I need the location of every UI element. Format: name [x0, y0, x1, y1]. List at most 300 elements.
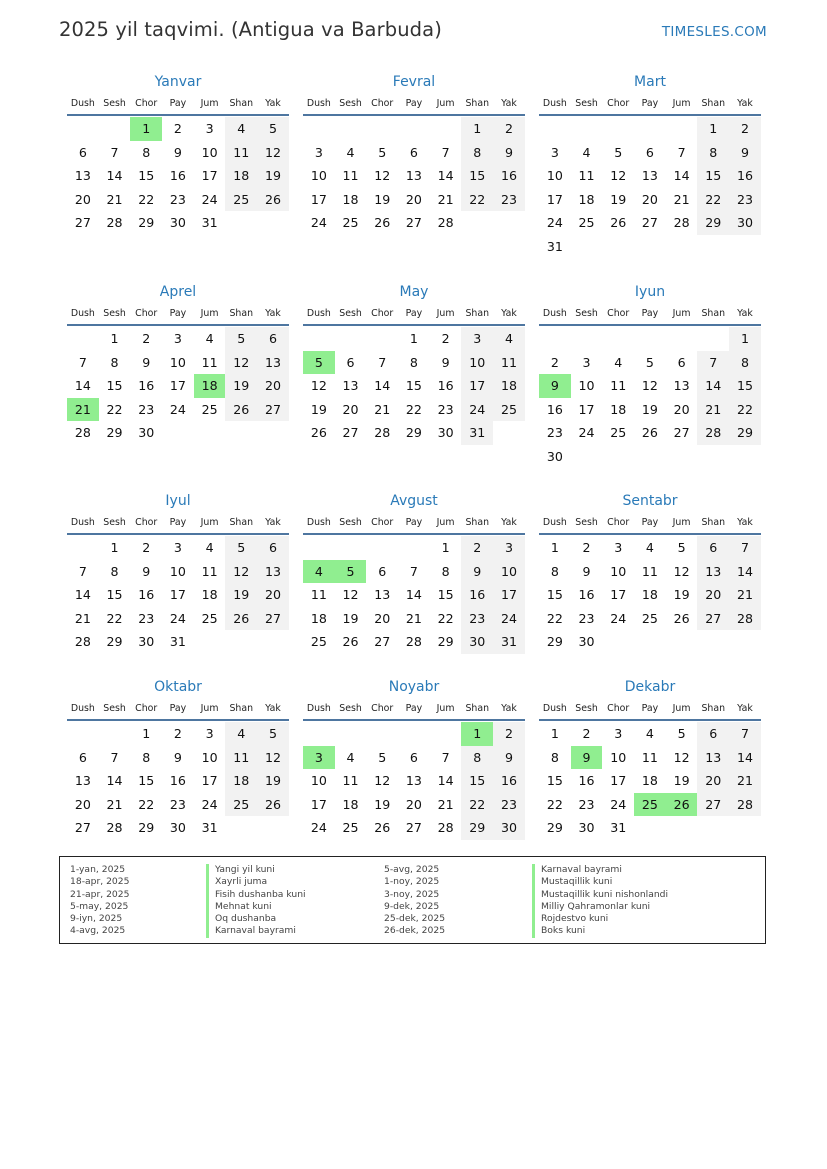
day-cell: 27: [342, 425, 359, 441]
week-row: [303, 769, 525, 793]
weekday-label: Jum: [672, 703, 691, 714]
legend-holiday-name: Boks kuni: [532, 925, 668, 937]
empty-day: [571, 445, 603, 469]
month-yanvar: [67, 73, 289, 235]
weekday-label: Shan: [701, 517, 726, 528]
weekday-label: Sesh: [103, 308, 126, 319]
day-cell: 8: [110, 563, 119, 579]
holiday-day: 4: [303, 560, 335, 584]
day-cell: 17: [610, 587, 627, 603]
legend-date: 21-apr, 2025: [70, 888, 130, 900]
empty-day: [666, 117, 698, 141]
empty-day: [303, 722, 335, 746]
day-cell: 19: [374, 796, 391, 812]
weekday-label: Jum: [672, 308, 691, 319]
day-cell: 16: [169, 168, 186, 184]
day-cell: 9: [173, 144, 182, 160]
day-cell: 10: [461, 351, 493, 375]
legend-holiday-name: Mustaqillik kuni nishonlandi: [532, 889, 668, 901]
day-cell: 12: [673, 749, 690, 765]
day-cell: 20: [641, 191, 658, 207]
day-cell: 12: [374, 773, 391, 789]
day-cell: 26: [257, 188, 289, 212]
header-divider: [67, 533, 289, 535]
day-cell: 23: [493, 793, 525, 817]
day-cell: 10: [310, 773, 327, 789]
day-cell: 3: [614, 726, 623, 741]
day-cell: 16: [138, 587, 155, 603]
empty-day: [571, 235, 603, 259]
day-cell: 7: [110, 144, 119, 160]
week-row: [67, 630, 289, 654]
weekday-label: Pay: [641, 517, 659, 528]
day-cell: 6: [257, 536, 289, 560]
legend-holiday-name: Mehnat kuni: [206, 901, 306, 913]
month-name: Iyul: [165, 493, 191, 509]
month-name: Noyabr: [388, 679, 440, 695]
day-cell: 17: [610, 773, 627, 789]
day-cell: 18: [610, 401, 627, 417]
week-row: [67, 351, 289, 375]
week-row: [67, 793, 289, 817]
day-cell: 30: [461, 630, 493, 654]
week-row: [539, 793, 761, 817]
day-cell: 16: [169, 773, 186, 789]
day-cell: 1: [441, 540, 450, 555]
day-cell: 14: [374, 378, 391, 394]
day-cell: 23: [493, 188, 525, 212]
day-cell: 18: [641, 773, 658, 789]
week-row: [539, 117, 761, 141]
day-cell: 11: [310, 587, 327, 603]
legend-date: 5-may, 2025: [70, 900, 129, 912]
weekday-label: Jum: [436, 308, 455, 319]
day-cell: 26: [257, 793, 289, 817]
day-cell: 28: [106, 215, 123, 231]
month-name: Oktabr: [154, 679, 202, 695]
day-cell: 27: [697, 793, 729, 817]
day-cell: 19: [610, 191, 627, 207]
week-row: [303, 141, 525, 165]
day-cell: 25: [225, 793, 257, 817]
day-cell: 19: [225, 374, 257, 398]
empty-day: [303, 327, 335, 351]
day-cell: 29: [138, 820, 155, 836]
legend-date: 5-avg, 2025: [384, 864, 440, 875]
weekday-header: [67, 96, 289, 111]
week-row: [303, 630, 525, 654]
holiday-day: 3: [303, 746, 335, 770]
day-cell: 20: [74, 796, 91, 812]
day-cell: 5: [677, 726, 686, 741]
day-cell: 7: [78, 354, 87, 370]
day-cell: 26: [342, 634, 359, 650]
month-avgust: [303, 492, 525, 654]
day-cell: 20: [673, 401, 690, 417]
weekday-label: Dush: [70, 517, 95, 528]
day-cell: 30: [493, 816, 525, 840]
week-row: [539, 235, 761, 259]
header-divider: [539, 114, 761, 116]
day-cell: 30: [578, 634, 595, 650]
day-cell: 5: [378, 749, 387, 765]
day-cell: 20: [697, 583, 729, 607]
day-cell: 22: [461, 793, 493, 817]
day-cell: 10: [493, 560, 525, 584]
legend-holiday-name: Milliy Qahramonlar kuni: [532, 901, 668, 913]
weekday-header: [539, 701, 761, 716]
day-cell: 14: [673, 168, 690, 184]
day-cell: 22: [138, 191, 155, 207]
day-cell: 4: [346, 749, 355, 765]
day-cell: 15: [437, 587, 454, 603]
day-cell: 7: [441, 749, 450, 765]
day-cell: 26: [610, 215, 627, 231]
weekday-label: Chor: [135, 308, 158, 319]
day-cell: 14: [106, 168, 123, 184]
weekday-label: Jum: [200, 517, 219, 528]
legend-holiday-name: Karnaval bayrami: [206, 925, 306, 937]
day-cell: 28: [74, 634, 91, 650]
day-cell: 18: [225, 164, 257, 188]
day-cell: 11: [610, 378, 627, 394]
week-row: [303, 722, 525, 746]
day-cell: 1: [550, 726, 559, 741]
day-cell: 21: [106, 191, 123, 207]
day-cell: 21: [405, 610, 422, 626]
weekday-label: Sesh: [339, 308, 362, 319]
day-cell: 31: [461, 421, 493, 445]
month-name: Avgust: [390, 493, 438, 509]
week-row: [539, 421, 761, 445]
weekday-label: Dush: [542, 517, 567, 528]
holiday-legend: [59, 856, 766, 944]
day-cell: 14: [729, 746, 761, 770]
empty-day: [225, 421, 257, 445]
day-cell: 10: [546, 168, 563, 184]
weekday-label: Dush: [70, 308, 95, 319]
day-cell: 8: [441, 563, 450, 579]
day-cell: 24: [201, 191, 218, 207]
month-iyul: [67, 492, 289, 654]
month-oktabr: [67, 678, 289, 840]
week-row: [539, 398, 761, 422]
day-cell: 19: [225, 583, 257, 607]
legend-holiday-name: Fisih dushanba kuni: [206, 889, 306, 901]
weekday-label: Sesh: [339, 703, 362, 714]
day-cell: 1: [142, 726, 151, 741]
day-cell: 16: [729, 164, 761, 188]
weekday-label: Pay: [169, 703, 187, 714]
day-cell: 15: [461, 769, 493, 793]
empty-day: [67, 722, 99, 746]
holiday-day: 5: [303, 351, 335, 375]
week-row: [303, 117, 525, 141]
empty-day: [162, 421, 194, 445]
day-cell: 24: [578, 425, 595, 441]
day-cell: 18: [493, 374, 525, 398]
empty-day: [602, 445, 634, 469]
week-row: [67, 769, 289, 793]
day-cell: 9: [493, 141, 525, 165]
weekday-header: [539, 96, 761, 111]
weekday-label: Shan: [229, 98, 254, 109]
day-cell: 21: [697, 398, 729, 422]
day-cell: 8: [697, 141, 729, 165]
day-cell: 26: [374, 820, 391, 836]
month-name: Iyun: [634, 284, 666, 300]
day-cell: 10: [169, 354, 186, 370]
day-cell: 6: [378, 563, 387, 579]
weekday-label: Shan: [465, 308, 490, 319]
day-cell: 14: [405, 587, 422, 603]
day-cell: 31: [169, 634, 186, 650]
week-row: [303, 536, 525, 560]
empty-day: [634, 117, 666, 141]
empty-day: [335, 117, 367, 141]
day-cell: 13: [697, 560, 729, 584]
day-cell: 24: [610, 796, 627, 812]
day-cell: 25: [225, 188, 257, 212]
day-cell: 30: [437, 425, 454, 441]
empty-day: [729, 235, 761, 259]
day-cell: 11: [201, 354, 218, 370]
weekday-label: Chor: [135, 517, 158, 528]
day-cell: 23: [169, 796, 186, 812]
day-cell: 15: [697, 164, 729, 188]
weekday-label: Jum: [436, 703, 455, 714]
day-cell: 9: [173, 749, 182, 765]
day-cell: 12: [257, 746, 289, 770]
holiday-day: 26: [666, 793, 698, 817]
day-cell: 25: [310, 634, 327, 650]
empty-day: [430, 722, 462, 746]
day-cell: 27: [257, 607, 289, 631]
day-cell: 1: [697, 117, 729, 141]
weekday-header: [67, 515, 289, 530]
empty-day: [666, 327, 698, 351]
day-cell: 30: [729, 211, 761, 235]
day-cell: 4: [645, 540, 654, 555]
day-cell: 9: [441, 354, 450, 370]
weekday-label: Chor: [607, 98, 630, 109]
header-divider: [539, 324, 761, 326]
empty-day: [666, 445, 698, 469]
week-row: [67, 374, 289, 398]
day-cell: 16: [546, 401, 563, 417]
day-cell: 28: [74, 425, 91, 441]
legend-date: 9-dek, 2025: [384, 900, 440, 912]
day-cell: 1: [409, 331, 418, 346]
legend-names-col-1: [206, 864, 306, 938]
day-cell: 29: [697, 211, 729, 235]
empty-day: [666, 235, 698, 259]
weekday-label: Pay: [405, 517, 423, 528]
empty-day: [398, 536, 430, 560]
day-cell: 17: [310, 796, 327, 812]
month-mart: [539, 73, 761, 259]
day-cell: 17: [169, 587, 186, 603]
weekday-label: Pay: [169, 517, 187, 528]
empty-day: [225, 211, 257, 235]
day-cell: 24: [461, 398, 493, 422]
day-cell: 24: [169, 610, 186, 626]
week-row: [539, 769, 761, 793]
weekday-header: [303, 701, 525, 716]
month-noyabr: [303, 678, 525, 840]
empty-day: [602, 235, 634, 259]
day-cell: 11: [641, 749, 658, 765]
legend-holiday-name: Karnaval bayrami: [532, 864, 668, 876]
day-cell: 15: [461, 164, 493, 188]
day-cell: 30: [138, 425, 155, 441]
day-cell: 22: [437, 610, 454, 626]
day-cell: 6: [409, 749, 418, 765]
empty-day: [729, 445, 761, 469]
day-cell: 26: [374, 215, 391, 231]
day-cell: 19: [673, 773, 690, 789]
day-cell: 6: [257, 327, 289, 351]
day-cell: 31: [546, 238, 563, 254]
week-row: [539, 607, 761, 631]
day-cell: 5: [614, 144, 623, 160]
day-cell: 28: [697, 421, 729, 445]
day-cell: 23: [138, 401, 155, 417]
empty-day: [366, 117, 398, 141]
day-cell: 13: [673, 378, 690, 394]
day-cell: 8: [550, 749, 559, 765]
month-fevral: [303, 73, 525, 235]
day-cell: 11: [342, 773, 359, 789]
day-cell: 29: [138, 215, 155, 231]
day-cell: 7: [697, 351, 729, 375]
week-row: [539, 630, 761, 654]
day-cell: 10: [201, 749, 218, 765]
weekday-label: Chor: [607, 308, 630, 319]
day-cell: 9: [493, 746, 525, 770]
day-cell: 27: [405, 820, 422, 836]
empty-day: [366, 536, 398, 560]
weekday-label: Pay: [641, 703, 659, 714]
week-row: [67, 560, 289, 584]
day-cell: 4: [205, 331, 214, 346]
legend-holiday-name: Yangi yil kuni: [206, 864, 306, 876]
day-cell: 4: [225, 722, 257, 746]
day-cell: 18: [201, 587, 218, 603]
day-cell: 4: [225, 117, 257, 141]
weekday-header: [303, 96, 525, 111]
day-cell: 2: [173, 726, 182, 741]
empty-day: [697, 445, 729, 469]
holiday-day: 5: [335, 560, 367, 584]
day-cell: 2: [441, 331, 450, 346]
day-cell: 5: [257, 117, 289, 141]
day-cell: 25: [201, 401, 218, 417]
week-row: [303, 816, 525, 840]
legend-date: 18-apr, 2025: [70, 876, 130, 888]
site-link[interactable]: TIMESLES.COM: [661, 24, 767, 40]
day-cell: 5: [677, 540, 686, 555]
day-cell: 11: [225, 141, 257, 165]
day-cell: 12: [673, 563, 690, 579]
empty-day: [398, 722, 430, 746]
day-cell: 14: [74, 587, 91, 603]
day-cell: 3: [173, 331, 182, 346]
day-cell: 24: [310, 820, 327, 836]
weekday-label: Dush: [542, 703, 567, 714]
empty-day: [366, 722, 398, 746]
weekday-label: Yak: [501, 703, 517, 714]
weekday-label: Dush: [306, 308, 331, 319]
weekday-label: Jum: [672, 517, 691, 528]
weekday-label: Pay: [405, 98, 423, 109]
day-cell: 3: [461, 327, 493, 351]
day-cell: 7: [677, 144, 686, 160]
day-cell: 21: [437, 796, 454, 812]
week-row: [67, 816, 289, 840]
day-cell: 28: [374, 425, 391, 441]
day-cell: 29: [461, 816, 493, 840]
page-title: 2025 yil taqvimi. (Antigua va Barbuda): [59, 18, 442, 41]
day-cell: 8: [461, 746, 493, 770]
weekday-label: Yak: [501, 308, 517, 319]
week-row: [67, 536, 289, 560]
day-cell: 18: [641, 587, 658, 603]
day-cell: 20: [257, 374, 289, 398]
weekday-label: Pay: [405, 703, 423, 714]
day-cell: 17: [461, 374, 493, 398]
day-cell: 20: [374, 610, 391, 626]
empty-day: [602, 327, 634, 351]
empty-day: [194, 421, 226, 445]
header-divider: [67, 324, 289, 326]
day-cell: 15: [138, 773, 155, 789]
day-cell: 29: [106, 634, 123, 650]
holiday-day: 1: [130, 117, 162, 141]
empty-day: [634, 630, 666, 654]
weekday-label: Yak: [265, 517, 281, 528]
week-row: [67, 211, 289, 235]
day-cell: 30: [546, 448, 563, 464]
weekday-label: Pay: [641, 308, 659, 319]
empty-day: [571, 117, 603, 141]
legend-holiday-name: Xayrli juma: [206, 876, 306, 888]
week-row: [67, 398, 289, 422]
weekday-label: Chor: [371, 98, 394, 109]
day-cell: 2: [142, 331, 151, 346]
day-cell: 18: [310, 610, 327, 626]
weekday-label: Yak: [265, 98, 281, 109]
weekday-label: Shan: [229, 517, 254, 528]
day-cell: 17: [493, 583, 525, 607]
weekday-label: Chor: [371, 703, 394, 714]
empty-day: [666, 816, 698, 840]
day-cell: 25: [342, 215, 359, 231]
day-cell: 27: [673, 425, 690, 441]
day-cell: 25: [342, 820, 359, 836]
day-cell: 10: [201, 144, 218, 160]
day-cell: 24: [610, 610, 627, 626]
day-cell: 21: [729, 769, 761, 793]
day-cell: 26: [310, 425, 327, 441]
day-cell: 15: [729, 374, 761, 398]
day-cell: 20: [405, 796, 422, 812]
day-cell: 28: [106, 820, 123, 836]
day-cell: 19: [257, 164, 289, 188]
week-row: [303, 746, 525, 770]
weekday-label: Sesh: [103, 517, 126, 528]
weekday-label: Shan: [465, 703, 490, 714]
